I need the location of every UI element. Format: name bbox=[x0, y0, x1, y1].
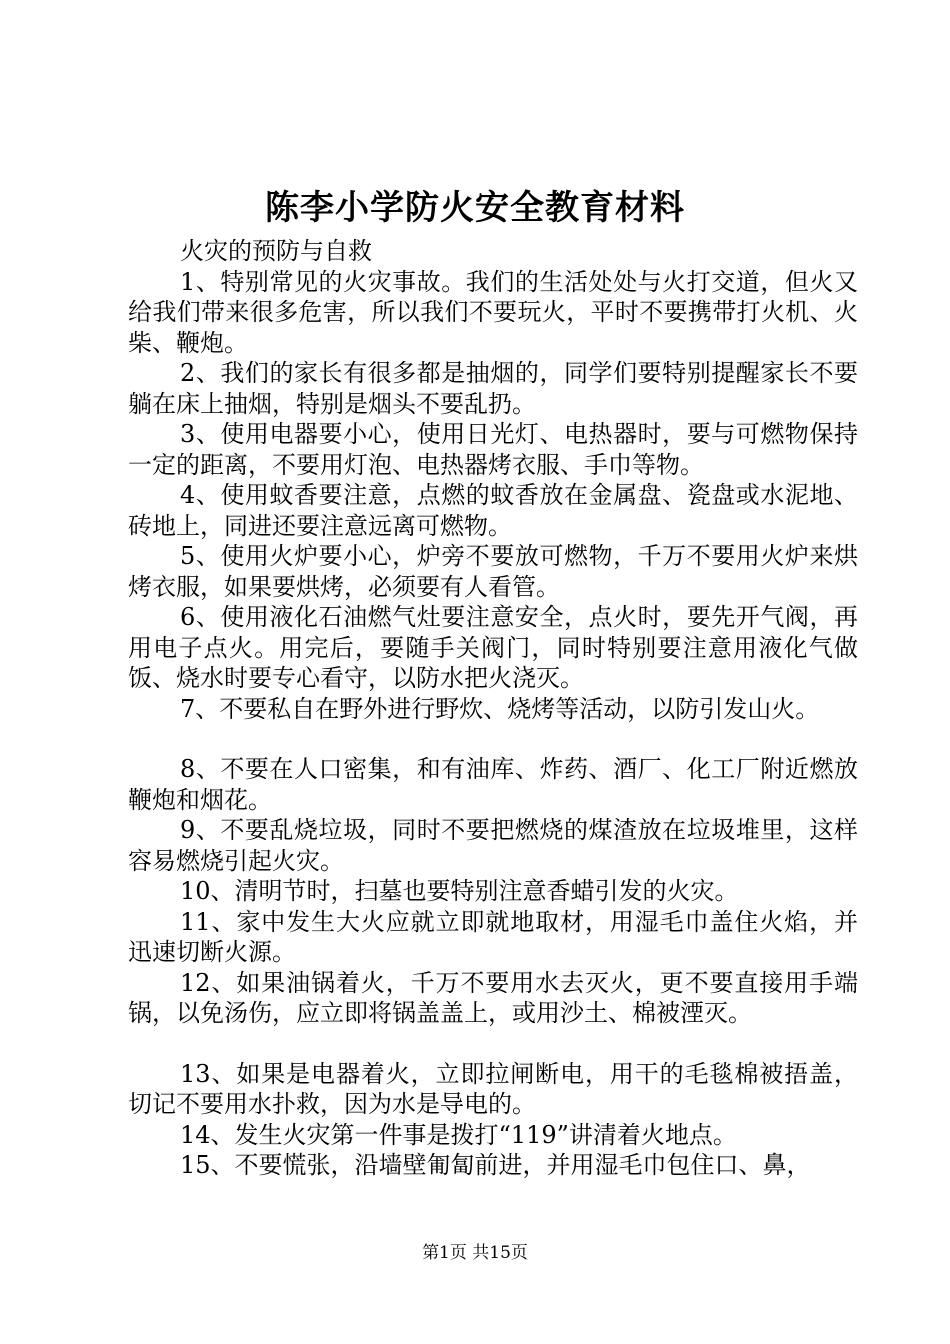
document-body bbox=[128, 236, 858, 1181]
paragraph-9: 9、不要乱烧垃圾，同时不要把燃烧的煤渣放在垃圾堆里，这样容易燃烧引起火灾。 bbox=[128, 816, 858, 875]
paragraph-3: 3、使用电器要小心，使用日光灯、电热器时，要与可燃物保持一定的距离，不要用灯泡、电热器烤衣服、手巾等物。 bbox=[128, 420, 858, 479]
paragraph-15: 15、不要慌张，沿墙壁匍匐前进，并用湿毛巾包住口、鼻， bbox=[180, 1151, 811, 1179]
paragraph-5: 5、使用火炉要小心，炉旁不要放可燃物，千万不要用火炉来烘烤衣服，如果要烘烤，必须要有人看管。 bbox=[128, 542, 858, 601]
paragraph-4: 4、使用蚊香要注意，点燃的蚊香放在金属盘、瓷盘或水泥地、砖地上，同进还要注意远离可燃物。 bbox=[128, 481, 858, 540]
paragraph-11: 11、家中发生大火应就立即就地取材，用湿毛巾盖住火焰，并迅速切断火源。 bbox=[128, 907, 858, 966]
paragraph-10: 10、清明节时，扫墓也要特别注意香蜡引发的火灾。 bbox=[180, 877, 739, 905]
document-title: 陈李小学防火安全教育材料 bbox=[265, 188, 685, 228]
paragraph-7: 7、不要私自在野外进行野炊、烧烤等活动，以防引发山火。 bbox=[180, 694, 820, 723]
paragraph-6: 6、使用液化石油燃气灶要注意安全，点火时，要先开气阀，再用电子点火。用完后，要随手关阀门，同时特别要注意用液化气做饭、烧水时要专心看守，以防水把火浇灭。 bbox=[128, 603, 858, 692]
paragraph-12: 12、如果油锅着火，千万不要用水去灭火，更不要直接用手端锅，以免汤伤，应立即将锅盖盖上，或用沙土、棉被湮灭。 bbox=[128, 968, 858, 1027]
paragraph-8: 8、不要在人口密集，和有油库、炸药、酒厂、化工厂附近燃放鞭炮和烟花。 bbox=[128, 755, 858, 814]
paragraph-2: 2、我们的家长有很多都是抽烟的，同学们要特别提醒家长不要躺在床上抽烟，特别是烟头不要乱扔。 bbox=[128, 359, 858, 418]
page-footer: 第1页 共15页 bbox=[422, 1243, 528, 1263]
paragraph-14: 14、发生火灾第一件事是拨打“119”讲清着火地点。 bbox=[180, 1120, 737, 1149]
section-heading: 火灾的预防与自救 bbox=[180, 237, 372, 265]
paragraph-13: 13、如果是电器着火，立即拉闸断电，用干的毛毯棉被捂盖，切记不要用水扑救，因为水是导电的。 bbox=[128, 1059, 858, 1118]
paragraph-1: 1、特别常见的火灾事故。我们的生活处处与火打交道，但火又给我们带来很多危害，所以我们不要玩火，平时不要携带打火机、火柴、鞭炮。 bbox=[128, 267, 858, 357]
